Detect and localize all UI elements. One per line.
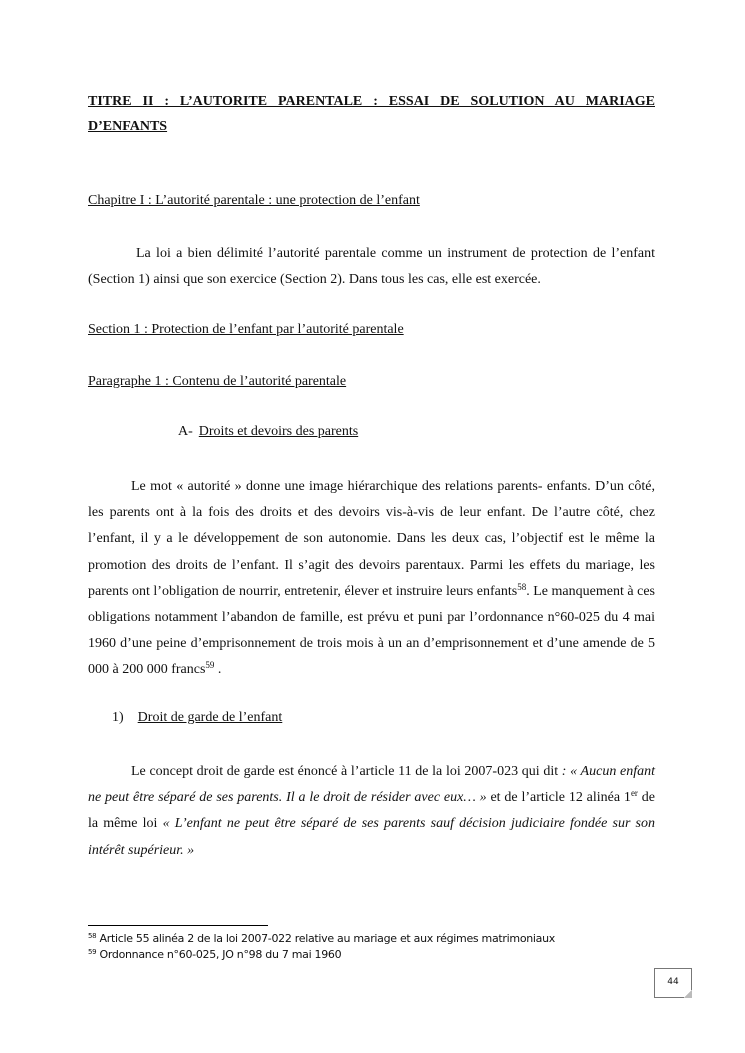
footnote-58-number: 58 [88, 932, 97, 940]
footnote-59-text: Ordonnance n°60-025, JO n°98 du 7 mai 1960 [96, 948, 342, 961]
section-1-heading: Section 1 : Protection de l’enfant par l’autorité parentale [88, 322, 404, 337]
footnote-ref-58[interactable]: 58 [517, 581, 527, 592]
subsection-a-title: Droits et devoirs des parents [198, 424, 359, 439]
body1-text: Le mot « autorité » donne une image hiérarchique des relations parents- enfants. D’un côté, les parents ont à la fois des droits et des devoirs vis-à-vis de leur enfant. De l’autre côté, chez l’enfant, il y a le développement de son autonomie. Dans les deux cas, l’objectif est le même la promotion des droits de l’enfant. Il s’agit des devoirs parentaux. Parmi les effets du mariage, les parents ont l’obligation de nourrir, entretenir, élever et instruire leurs enfants [88, 479, 655, 599]
footnote-divider [88, 925, 268, 926]
subsection-1-label: 1) [112, 710, 124, 725]
title-line-1: TITRE II : L’AUTORITE PARENTALE : ESSAI DE SOLUTION AU MARIAGE [88, 94, 655, 109]
body1-text-2: . Le manquement à ces obligations notamment l’abandon de famille, est prévu et puni par l’ordonnance n°60-025 du 4 mai 1960 d’une peine d’emprisonnement de trois mois à un an d’emprisonnement et d’une amende de 5 000 à 200 000 francs [88, 583, 655, 678]
subsection-1-heading [112, 710, 282, 726]
footnote-58 [88, 932, 555, 945]
body2-superscript: er [630, 788, 638, 799]
intro-paragraph [88, 241, 655, 293]
title-line-2: D’ENFANTS [88, 119, 168, 134]
intro-text: La loi a bien délimité l’autorité parentale comme un instrument de protection de l’enfant (Section 1) ainsi que son exercice (Section 2). Dans tous les cas, elle est exercée. [88, 246, 655, 288]
body2-text-2: et de l’article 12 alinéa 1 [486, 790, 631, 806]
subsection-a-heading [178, 424, 358, 440]
document-title [88, 89, 655, 139]
body2-quote-2: « L’enfant ne peut être séparé de ses parents sauf décision judiciaire fondée sur son intérêt supérieur. » [88, 816, 656, 858]
chapter-heading: Chapitre I : L’autorité parentale : une protection de l’enfant [88, 193, 420, 208]
footnote-59 [88, 948, 341, 961]
footnote-58-text: Article 55 alinéa 2 de la loi 2007-022 relative au mariage et aux régimes matrimoniaux [96, 932, 556, 945]
page-number-box [654, 968, 692, 998]
body1-text-3: . [214, 662, 222, 678]
body2-text-1: Le concept droit de garde est énoncé à l’article 11 de la loi 2007-023 qui dit [131, 764, 559, 779]
subsection-a-label: A- [178, 424, 193, 439]
body-paragraph-1 [88, 474, 655, 684]
footnote-59-number: 59 [88, 948, 97, 956]
body2-quote-1: : « Aucun enfant ne peut être séparé de ses parents. Il a le droit de résider avec eux… » [88, 764, 656, 806]
footnote-ref-59[interactable]: 59 [205, 660, 215, 671]
page-number: 44 [667, 977, 679, 987]
body-paragraph-2 [88, 759, 655, 864]
body2-text-3: de la même loi [88, 790, 655, 832]
subsection-1-title: Droit de garde de l’enfant [137, 710, 283, 725]
paragraph-1-heading: Paragraphe 1 : Contenu de l’autorité parentale [88, 374, 347, 389]
